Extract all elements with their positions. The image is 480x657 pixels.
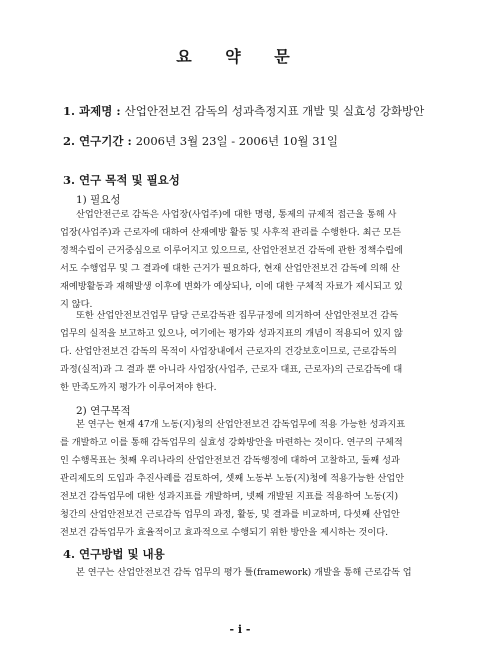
text-line: 또한 산업안전보건업무 담당 근로감독관 집무규정에 의거하여 산업안전보건 감독 [76, 310, 399, 321]
page-title: 요 약 문 [176, 47, 304, 66]
text-line: 재예방활동과 재해발생 이후에 변화가 예상되나, 이에 대한 구체적 자료가 제시되고 있 [60, 281, 403, 292]
text-line: 를 개발하고 이를 통해 감독업무의 실효성 강화방안을 마련하는 것이다. 연구의 구체적 [60, 437, 403, 448]
text-line: 관리제도의 도입과 추진사례를 검토하여, 셋째 노동부 노동(지)청에 적용가능한 산업안 [60, 473, 405, 484]
research-period-text: 2006년 3월 23일 - 2006년 10월 31일 [135, 134, 338, 148]
text-line: 서도 수행업무 및 그 결과에 대한 근거가 필요하다, 현재 산업안전보건 감독에 의해 산 [60, 263, 400, 274]
text-line: 본 연구는 현재 47개 노동(지)청의 산업안전보건 감독업무에 적용 가능한 성과지표 [76, 419, 406, 430]
text-line: 청간의 산업안전보건 근로감독 업무의 과정, 활동, 및 결과를 비교하며, 다섯째 산업안 [60, 509, 400, 520]
text-line: 업장(사업주)과 근로자에 대하여 산재예방 활동 및 사후적 관리를 수행한다. 최근 모든 [60, 227, 402, 238]
page-number: - i - [229, 623, 251, 636]
objective-paragraph [60, 416, 430, 542]
project-name-text: 산업안전보건 감독의 성과측정지표 개발 및 실효성 강화방안 [124, 104, 425, 118]
text-line: 한 만족도까지 평가가 이루어져야 한다. [60, 382, 217, 393]
section-method-heading: 4. 연구방법 및 내용 [63, 547, 165, 561]
necessity-paragraph-1 [60, 206, 430, 314]
subsection-objective-heading: 2) 연구목적 [76, 405, 131, 417]
text-line: 산업안전근로 감독은 사업장(사업주)에 대한 명령, 통제의 규제적 접근을 통해 사 [76, 209, 397, 220]
text-line: 본 연구는 산업안전보건 감독 업무의 평가 틀(framework) 개발을 통해 근로감독 업 [76, 567, 412, 578]
text-line: 인 수행목표는 첫째 우리나라의 산업안전보건 감독행정에 대하여 고찰하고, 둘째 성과 [60, 455, 400, 466]
section-label: 2. 연구기간 : [63, 134, 132, 148]
section-research-period [63, 133, 338, 149]
section-project-name [63, 103, 424, 119]
text-line: 업무의 실적을 보고하고 있으나, 여기에는 평가와 성과지표의 개념이 적용되어 있지 않 [60, 328, 403, 339]
method-paragraph [60, 564, 430, 582]
text-line: 정책수립이 근거중심으로 이루어지고 있으므로, 산업안전보건 감독에 관한 정책수립에 [60, 245, 403, 256]
text-line: 전보건 감독업무가 효율적이고 효과적으로 수행되기 위한 방안을 제시하는 것이다. [60, 527, 389, 538]
text-line: 전보건 감독업무에 대한 성과지표를 개발하며, 넷째 개발된 지표를 적용하여 노동(지) [60, 491, 399, 502]
necessity-paragraph-2 [60, 307, 430, 397]
text-line: 다. 산업안전보건 감독의 목적이 사업장내에서 근로자의 건강보호이므로, 근로감독의 [60, 346, 397, 357]
section-label: 1. 과제명 : [63, 104, 121, 118]
text-line: 과정(실적)과 그 결과 뿐 아니라 사업장(사업주, 근로자 대표, 근로자)의 근로감독에 대 [60, 364, 403, 375]
subsection-necessity-heading: 1) 필요성 [76, 194, 121, 206]
text-line: 지 않다. [60, 299, 93, 310]
section-purpose-heading: 3. 연구 목적 및 필요성 [63, 173, 180, 187]
